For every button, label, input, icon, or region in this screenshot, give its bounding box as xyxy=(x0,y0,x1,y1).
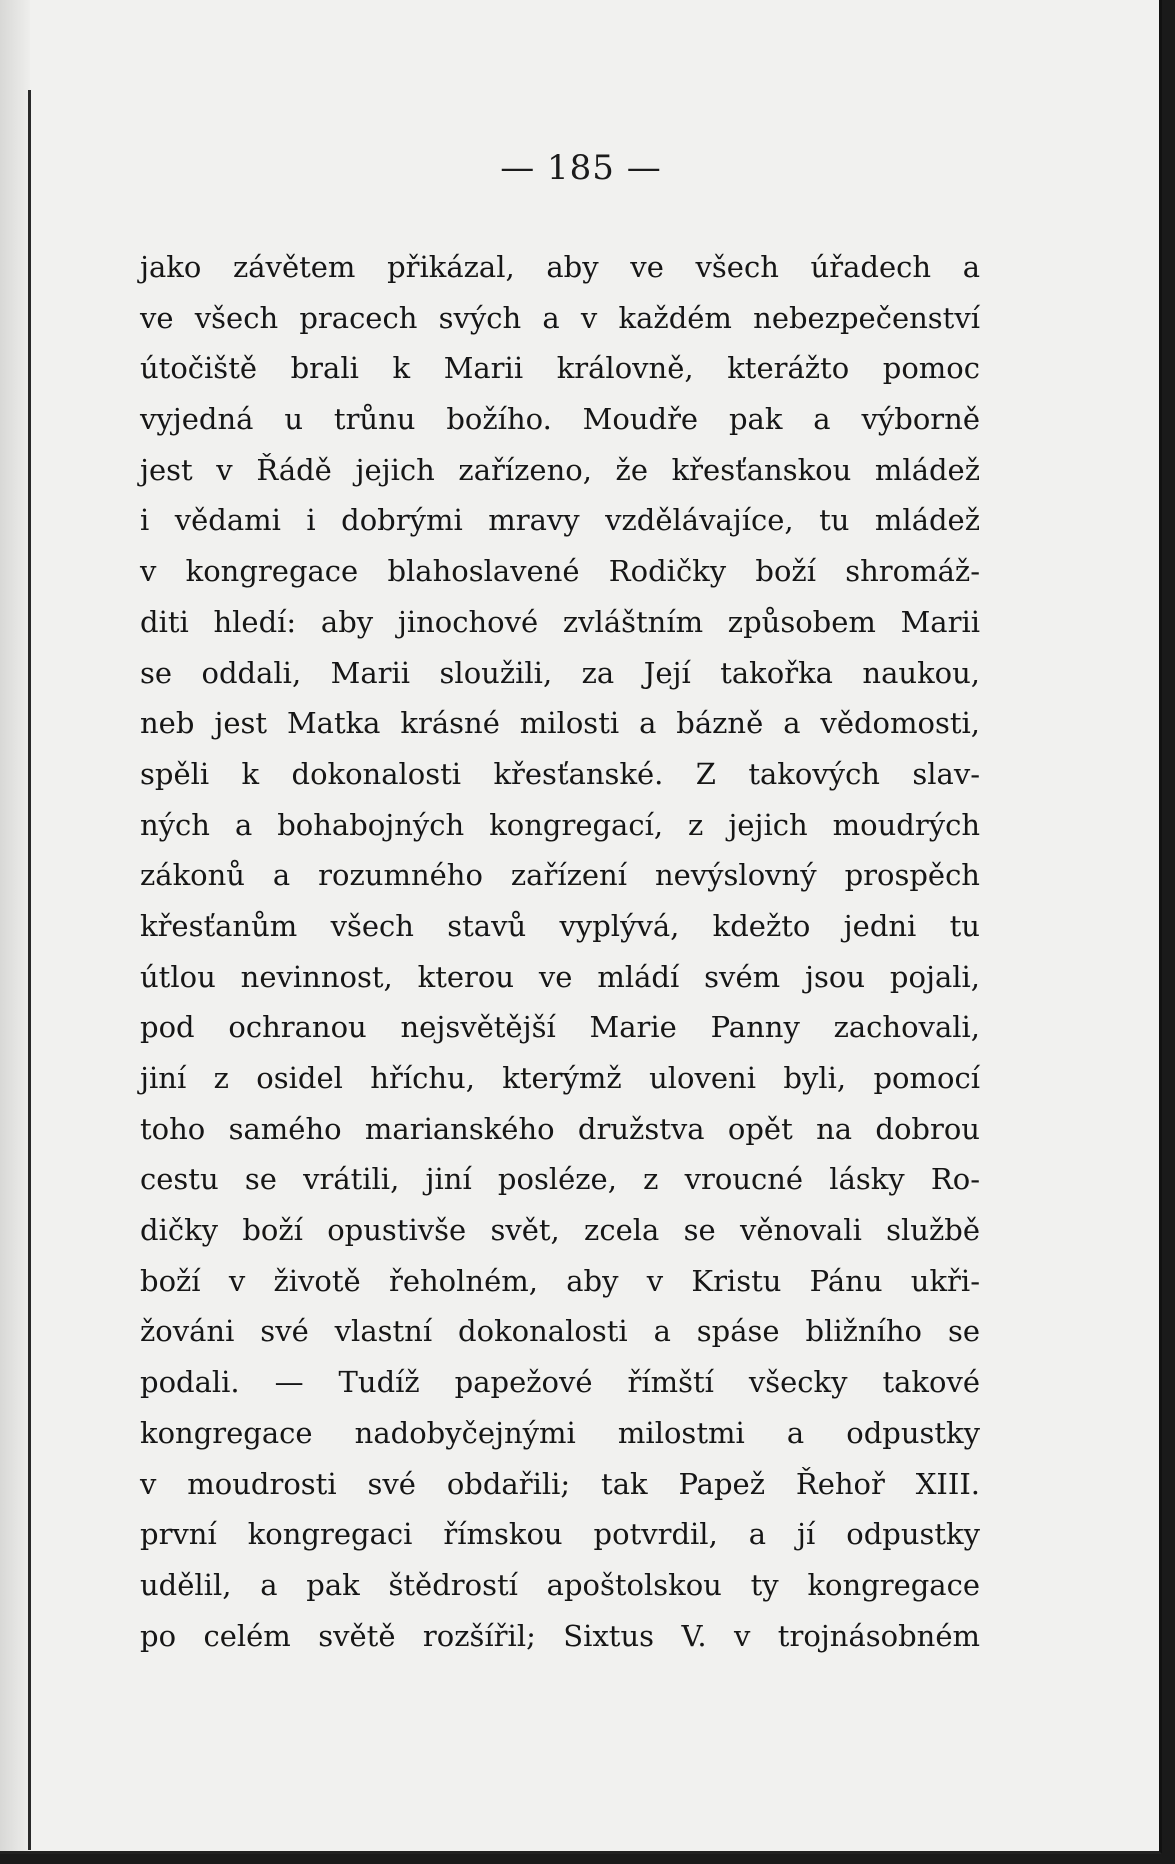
text-line: ve všech pracech svých a v každém nebezpečenství xyxy=(140,300,980,335)
text-line: v moudrosti své obdařili; tak Papež Řehoř XIII. xyxy=(140,1466,980,1501)
text-line: podali. — Tudíž papežové římští všecky takové xyxy=(140,1365,980,1400)
text-line: se oddali, Marii sloužili, za Její takořka naukou, xyxy=(140,655,980,690)
text-line: v kongregace blahoslavené Rodičky boží shromáž- xyxy=(140,554,980,589)
page-gutter xyxy=(0,0,30,1854)
text-line: i vědami i dobrými mravy vzdělávajíce, tu mládež xyxy=(140,503,980,538)
text-line: spěli k dokonalosti křesťanské. Z takových slav- xyxy=(140,756,980,791)
text-line: boží v životě řeholném, aby v Kristu Pánu ukři- xyxy=(140,1263,980,1298)
text-line: neb jest Matka krásné milosti a bázně a vědomosti, xyxy=(140,706,980,741)
text-line: první kongregaci římskou potvrdil, a jí odpustky xyxy=(140,1517,980,1552)
text-line: zákonů a rozumného zařízení nevýslovný prospěch xyxy=(140,858,980,893)
text-line: diti hledí: aby jinochové zvláštním způsobem Marii xyxy=(140,604,980,639)
text-line: udělil, a pak štědrostí apoštolskou ty kongregace xyxy=(140,1567,980,1602)
text-line: kongregace nadobyčejnými milostmi a odpustky xyxy=(140,1415,980,1450)
text-line: pod ochranou nejsvětější Marie Panny zachovali, xyxy=(140,1010,980,1045)
text-line: po celém světě rozšířil; Sixtus V. v trojnásobném xyxy=(140,1618,980,1653)
text-line: jest v Řádě jejich zařízeno, že křesťanskou mládež xyxy=(140,452,980,487)
body-text xyxy=(140,242,980,1661)
page-number: — 185 — xyxy=(500,148,662,188)
text-line: dičky boží opustivše svět, zcela se věnovali službě xyxy=(140,1213,980,1248)
text-line: útočiště brali k Marii královně, kterážto pomoc xyxy=(140,351,980,386)
text-line: cestu se vrátili, jiní posléze, z vroucné lásky Ro- xyxy=(140,1162,980,1197)
text-line: vyjedná u trůnu božího. Moudře pak a výborně xyxy=(140,402,980,437)
binding-edge xyxy=(28,90,31,1850)
text-line: jako závětem přikázal, aby ve všech úřadech a xyxy=(140,250,980,284)
text-line: jiní z osidel hříchu, kterýmž uloveni byli, pomocí xyxy=(140,1061,980,1095)
text-line: ných a bohabojných kongregací, z jejich moudrých xyxy=(140,807,980,842)
text-line: křesťanům všech stavů vyplývá, kdežto jedni tu xyxy=(140,908,980,943)
text-line: žováni své vlastní dokonalosti a spáse bližního se xyxy=(140,1314,980,1349)
text-line: toho samého marianského družstva opět na dobrou xyxy=(140,1111,980,1146)
text-line: útlou nevinnost, kterou ve mládí svém jsou pojali, xyxy=(140,959,980,994)
